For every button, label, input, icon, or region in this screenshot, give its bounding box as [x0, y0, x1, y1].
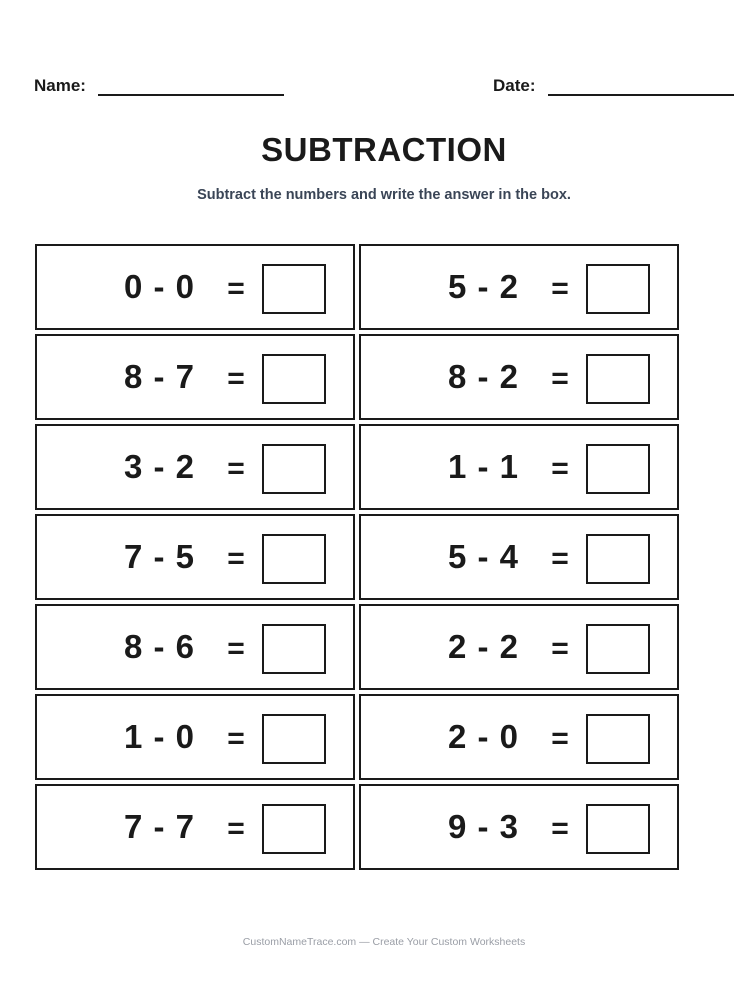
equals-sign: = — [227, 722, 245, 755]
problem-cell — [35, 784, 355, 870]
equals-sign: = — [227, 362, 245, 395]
answer-box[interactable] — [262, 804, 326, 854]
footer-credit: CustomNameTrace.com — Create Your Custom Worksheets — [242, 936, 526, 948]
problem-cell — [359, 604, 679, 690]
equals-sign: = — [551, 362, 569, 395]
problem-cell — [359, 514, 679, 600]
problem-cell — [35, 604, 355, 690]
problem-expression: 5 - 2 — [447, 268, 520, 305]
worksheet-instructions: Subtract the numbers and write the answer in the box. — [197, 187, 571, 203]
problem-expression: 5 - 4 — [447, 538, 520, 575]
answer-box[interactable] — [586, 354, 650, 404]
problem-expression: 2 - 2 — [447, 628, 520, 665]
problem-expression: 1 - 1 — [447, 448, 520, 485]
answer-box[interactable] — [262, 624, 326, 674]
answer-box[interactable] — [586, 264, 650, 314]
date-field — [493, 76, 734, 96]
equals-sign: = — [551, 542, 569, 575]
equals-sign: = — [227, 272, 245, 305]
answer-box[interactable] — [586, 804, 650, 854]
problem-expression: 3 - 2 — [123, 448, 196, 485]
answer-box[interactable] — [586, 534, 650, 584]
answer-box[interactable] — [262, 444, 326, 494]
problem-expression: 8 - 7 — [123, 358, 196, 395]
problem-cell — [359, 784, 679, 870]
equals-sign: = — [551, 722, 569, 755]
problem-expression: 0 - 0 — [123, 268, 196, 305]
problem-cell — [35, 244, 355, 330]
problem-expression: 8 - 2 — [447, 358, 520, 395]
equals-sign: = — [227, 542, 245, 575]
equals-sign: = — [551, 272, 569, 305]
name-label: Name: — [34, 76, 86, 95]
problem-expression: 9 - 3 — [447, 808, 520, 845]
problem-cell — [35, 424, 355, 510]
name-field — [34, 76, 284, 96]
worksheet-title: SUBTRACTION — [261, 131, 507, 168]
answer-box[interactable] — [262, 534, 326, 584]
answer-box[interactable] — [586, 624, 650, 674]
problem-expression: 2 - 0 — [447, 718, 520, 755]
equals-sign: = — [227, 452, 245, 485]
equals-sign: = — [551, 452, 569, 485]
answer-box[interactable] — [262, 264, 326, 314]
equals-sign: = — [227, 632, 245, 665]
problem-cell — [359, 334, 679, 420]
answer-box[interactable] — [262, 354, 326, 404]
problem-expression: 1 - 0 — [123, 718, 196, 755]
equals-sign: = — [227, 812, 245, 845]
answer-box[interactable] — [586, 714, 650, 764]
answer-box[interactable] — [262, 714, 326, 764]
problem-cell — [35, 514, 355, 600]
name-line[interactable] — [98, 79, 284, 96]
problem-expression: 8 - 6 — [123, 628, 196, 665]
problem-expression: 7 - 7 — [123, 808, 196, 845]
problem-cell — [35, 334, 355, 420]
equals-sign: = — [551, 812, 569, 845]
problem-cell — [35, 694, 355, 780]
problem-cell — [359, 424, 679, 510]
equals-sign: = — [551, 632, 569, 665]
problem-cell — [359, 694, 679, 780]
problem-cell — [359, 244, 679, 330]
date-line[interactable] — [548, 79, 734, 96]
date-label: Date: — [493, 76, 536, 95]
problem-expression: 7 - 5 — [123, 538, 196, 575]
answer-box[interactable] — [586, 444, 650, 494]
header-row — [34, 76, 736, 98]
